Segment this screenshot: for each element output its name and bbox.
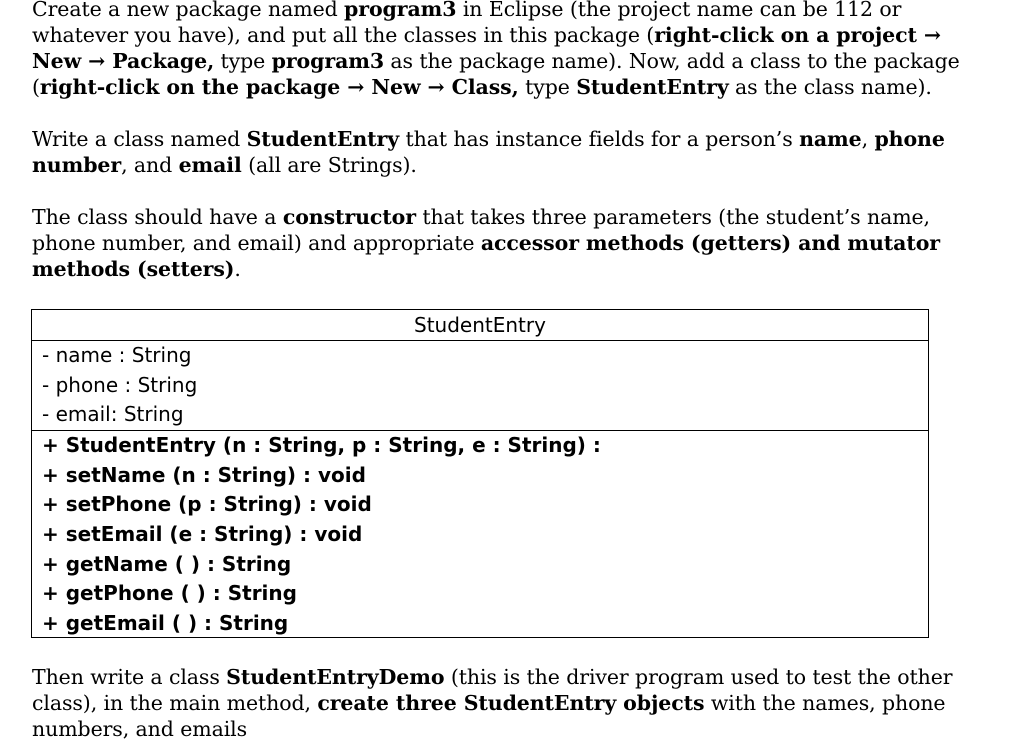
text: with the names, phone numbers, and emails	[32, 691, 946, 741]
bold-new-class-steps: right-click on the package → New → Class,	[39, 75, 519, 99]
bold-constructor: constructor	[282, 205, 416, 229]
text: in Eclipse (the project name can be 112 or whatever you have), and put all the classes in this package (	[32, 0, 902, 47]
text: type	[214, 49, 272, 73]
text: .	[234, 257, 241, 281]
bold-new-package-steps: right-click on a project → New → Package,	[32, 23, 941, 73]
text: (this is the driver program used to test the other class), in the main method,	[32, 665, 953, 715]
uml-attribute: - phone : String	[42, 372, 198, 397]
uml-operation: + setPhone (p : String) : void	[42, 492, 372, 517]
bold-package-name: program3	[271, 49, 385, 73]
bold-field-email: email	[178, 153, 242, 177]
text: as the class name).	[728, 75, 932, 99]
bold-field-name: name	[799, 127, 862, 151]
demo-paragraph	[32, 664, 992, 742]
uml-operation: + getPhone ( ) : String	[42, 581, 297, 606]
uml-attribute: - email: String	[42, 402, 184, 427]
package-instructions-paragraph	[32, 0, 992, 100]
text: as the package name). Now, add a class to the package (	[32, 49, 960, 99]
bold-class-name: StudentEntry	[246, 127, 400, 151]
uml-class-name: StudentEntry	[32, 310, 928, 341]
text: that has instance fields for a person’s	[399, 127, 800, 151]
fields-paragraph	[32, 126, 992, 178]
methods-paragraph	[32, 204, 992, 282]
bold-create-objects: create three StudentEntry objects	[317, 691, 705, 715]
text: The class should have a	[32, 205, 283, 229]
text: Write a class named	[32, 127, 247, 151]
text: ,	[861, 127, 875, 151]
text: Then write a class	[32, 665, 227, 689]
text: , and	[121, 153, 179, 177]
uml-class-diagram	[31, 309, 929, 638]
uml-operation: + setEmail (e : String) : void	[42, 522, 363, 547]
bold-field-phone: phone number	[32, 127, 945, 177]
uml-operation: + getEmail ( ) : String	[42, 611, 289, 636]
uml-operation: + getName ( ) : String	[42, 551, 292, 576]
uml-attribute: - name : String	[42, 343, 192, 367]
text: type	[518, 75, 577, 99]
bold-accessors-mutators: accessor methods (getters) and mutator methods (setters)	[32, 231, 941, 281]
uml-attributes	[32, 341, 928, 431]
bold-demo-class-name: StudentEntryDemo	[226, 665, 445, 689]
uml-operation: + setName (n : String) : void	[42, 462, 366, 487]
bold-package-name: program3	[344, 0, 457, 21]
uml-operation: + StudentEntry (n : String, p : String, e : String) :	[42, 433, 601, 457]
bold-class-name: StudentEntry	[576, 75, 729, 99]
text: (all are Strings).	[241, 153, 417, 177]
text: Create a new package named	[32, 0, 345, 21]
text: that takes three parameters (the student’s name, phone number, and email) and appropriate	[32, 205, 930, 255]
uml-operations	[32, 431, 928, 639]
